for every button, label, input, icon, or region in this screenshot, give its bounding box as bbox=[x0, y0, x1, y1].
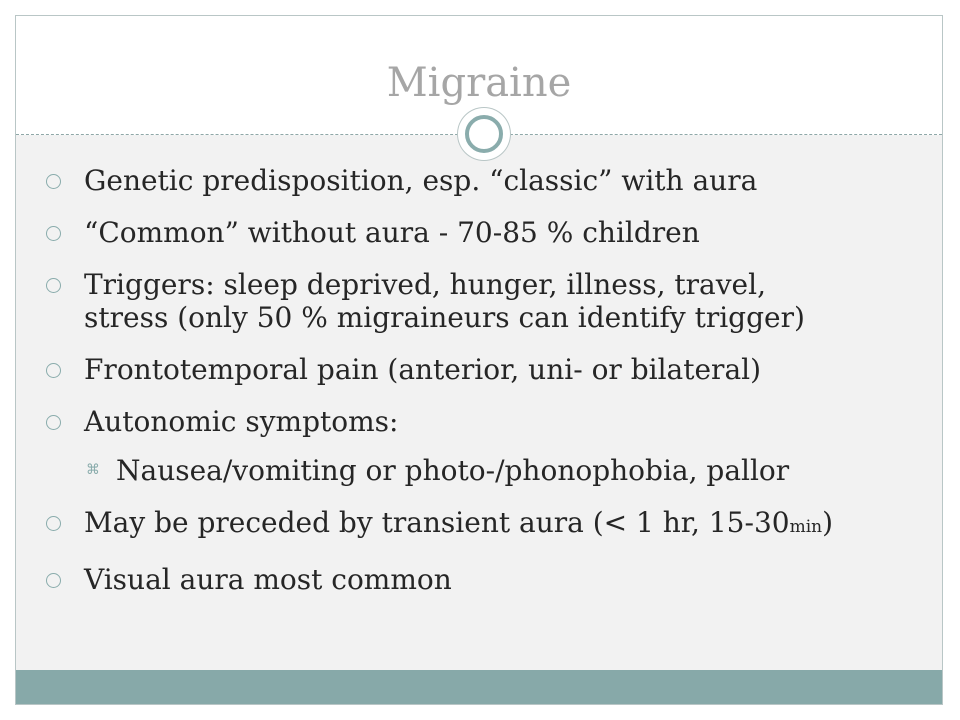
bullet-item bbox=[38, 563, 938, 596]
circle-bullet-icon bbox=[46, 573, 61, 588]
circle-bullet-icon bbox=[46, 415, 61, 430]
cross-star-bullet-icon: ⌘ bbox=[86, 462, 100, 478]
bullet-text-line1: Triggers: sleep deprived, hunger, illness, travel, bbox=[84, 268, 766, 301]
circle-bullet-icon bbox=[46, 363, 61, 378]
divider-ring-icon bbox=[458, 108, 510, 160]
circle-bullet-icon bbox=[46, 516, 61, 531]
circle-bullet-icon bbox=[46, 174, 61, 189]
circle-bullet-icon bbox=[46, 278, 61, 293]
footer-bar bbox=[16, 670, 942, 704]
bullet-item bbox=[38, 216, 938, 249]
slide-title: Migraine bbox=[386, 60, 572, 106]
bullet-item bbox=[38, 268, 938, 334]
bullet-list bbox=[38, 164, 938, 615]
bullet-text: Frontotemporal pain (anterior, uni- or bilateral) bbox=[84, 353, 762, 386]
bullet-item bbox=[38, 353, 938, 386]
sub-bullet-item bbox=[38, 454, 938, 487]
sub-bullet-text: Nausea/vomiting or photo-/phonophobia, pallor bbox=[116, 454, 790, 487]
divider-ring-inner bbox=[465, 115, 503, 153]
bullet-text: “Common” without aura - 70-85 % children bbox=[84, 216, 700, 249]
bullet-text: Visual aura most common bbox=[84, 563, 452, 596]
unit-subscript: min bbox=[789, 517, 823, 537]
bullet-text: Genetic predisposition, esp. “classic” with aura bbox=[84, 164, 758, 197]
bullet-text-end: ) bbox=[822, 506, 834, 539]
bullet-item bbox=[38, 164, 938, 197]
circle-bullet-icon bbox=[46, 226, 61, 241]
bullet-text-line2: stress (only 50 % migraineurs can identify trigger) bbox=[84, 301, 805, 334]
bullet-text: May be preceded by transient aura (< 1 hr, 15-30 bbox=[84, 506, 790, 539]
bullet-item bbox=[38, 506, 938, 544]
bullet-item bbox=[38, 405, 938, 438]
bullet-text: Autonomic symptoms: bbox=[84, 405, 399, 438]
